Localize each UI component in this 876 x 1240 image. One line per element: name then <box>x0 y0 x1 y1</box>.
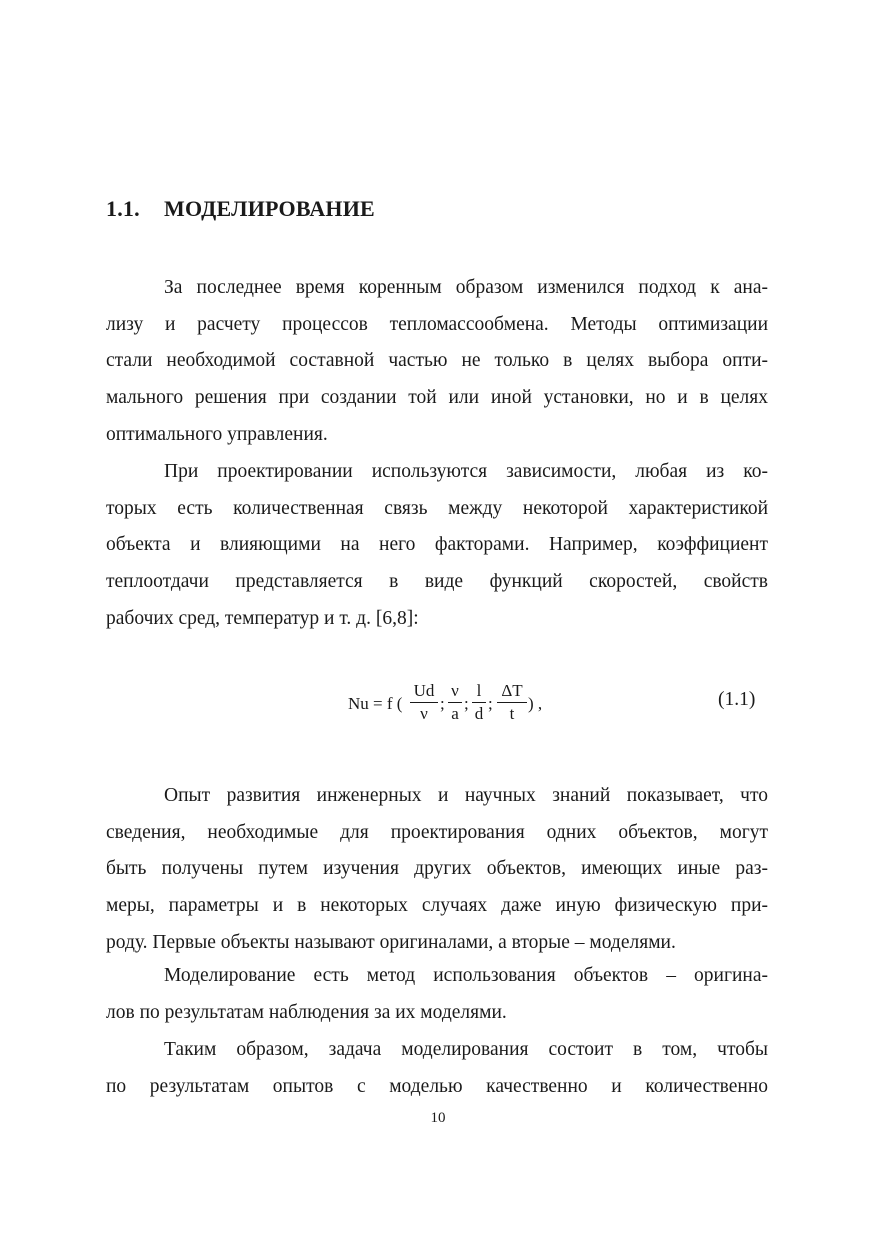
page-number: 10 <box>430 1110 446 1126</box>
text-line: При проектировании используются зависимости, любая из ко- <box>164 461 768 482</box>
fraction-numerator: ΔT <box>501 681 523 700</box>
text-line: Моделирование есть метод использования объектов – оригина- <box>164 965 768 986</box>
paragraph <box>106 270 768 453</box>
paragraph <box>106 778 768 961</box>
text-line: Таким образом, задача моделирования состоит в том, чтобы <box>164 1039 768 1060</box>
text-line: роду. Первые объекты называют оригиналами, а вторые – моделями. <box>106 931 676 953</box>
formula-separator: ; <box>464 694 469 713</box>
section-title: МОДЕЛИРОВАНИЕ <box>164 196 375 221</box>
text-line: стали необходимой составной частью не только в целях выбора опти- <box>106 350 768 372</box>
fraction-numerator: l <box>476 681 482 700</box>
text-line: теплоотдачи представляется в виде функций скоростей, свойств <box>106 571 768 593</box>
text-line: объекта и влияющими на него факторами. Например, коэффициент <box>106 534 768 556</box>
paragraph <box>106 958 768 1031</box>
formula-lhs: Nu = f ( <box>348 694 403 713</box>
text-line: лизу и расчету процессов тепломассообмена. Методы оптимизации <box>106 313 768 335</box>
equation-number: (1.1) <box>718 689 756 710</box>
fraction-geometry <box>472 680 486 725</box>
section-heading <box>106 196 375 222</box>
formula-rhs: ) , <box>528 694 543 713</box>
fraction-denominator: t <box>509 704 515 723</box>
fraction-reynolds <box>410 680 438 725</box>
formula-separator: ; <box>440 694 445 713</box>
fraction-denominator: a <box>451 704 459 723</box>
paragraph <box>106 1032 768 1105</box>
fraction-numerator: ν <box>451 681 459 700</box>
fraction-denominator: ν <box>420 704 428 723</box>
text-line: сведения, необходимые для проектирования одних объектов, могут <box>106 821 768 843</box>
fraction-denominator: d <box>474 704 484 723</box>
formula-separator: ; <box>488 694 493 713</box>
text-line: оптимального управления. <box>106 423 328 445</box>
text-line: по результатам опытов с моделью качественно и количественно <box>106 1075 768 1097</box>
section-number: 1.1. <box>106 196 140 221</box>
text-line: рабочих сред, температур и т. д. [6,8]: <box>106 607 419 629</box>
text-line: лов по результатам наблюдения за их моделями. <box>106 1001 507 1023</box>
fraction-prandtl <box>448 680 462 725</box>
text-line: За последнее время коренным образом изменился подход к ана- <box>164 277 768 298</box>
paragraph <box>106 454 768 637</box>
text-line: меры, параметры и в некоторых случаях даже иную физическую при- <box>106 895 768 917</box>
text-line: Опыт развития инженерных и научных знаний показывает, что <box>164 785 768 806</box>
fraction-numerator: Ud <box>413 681 435 700</box>
text-line: мального решения при создании той или иной установки, но и в целях <box>106 387 768 409</box>
text-line: быть получены путем изучения других объектов, имеющих иные раз- <box>106 858 768 880</box>
fraction-temperature <box>497 680 527 725</box>
text-line: торых есть количественная связь между некоторой характеристикой <box>106 497 768 519</box>
